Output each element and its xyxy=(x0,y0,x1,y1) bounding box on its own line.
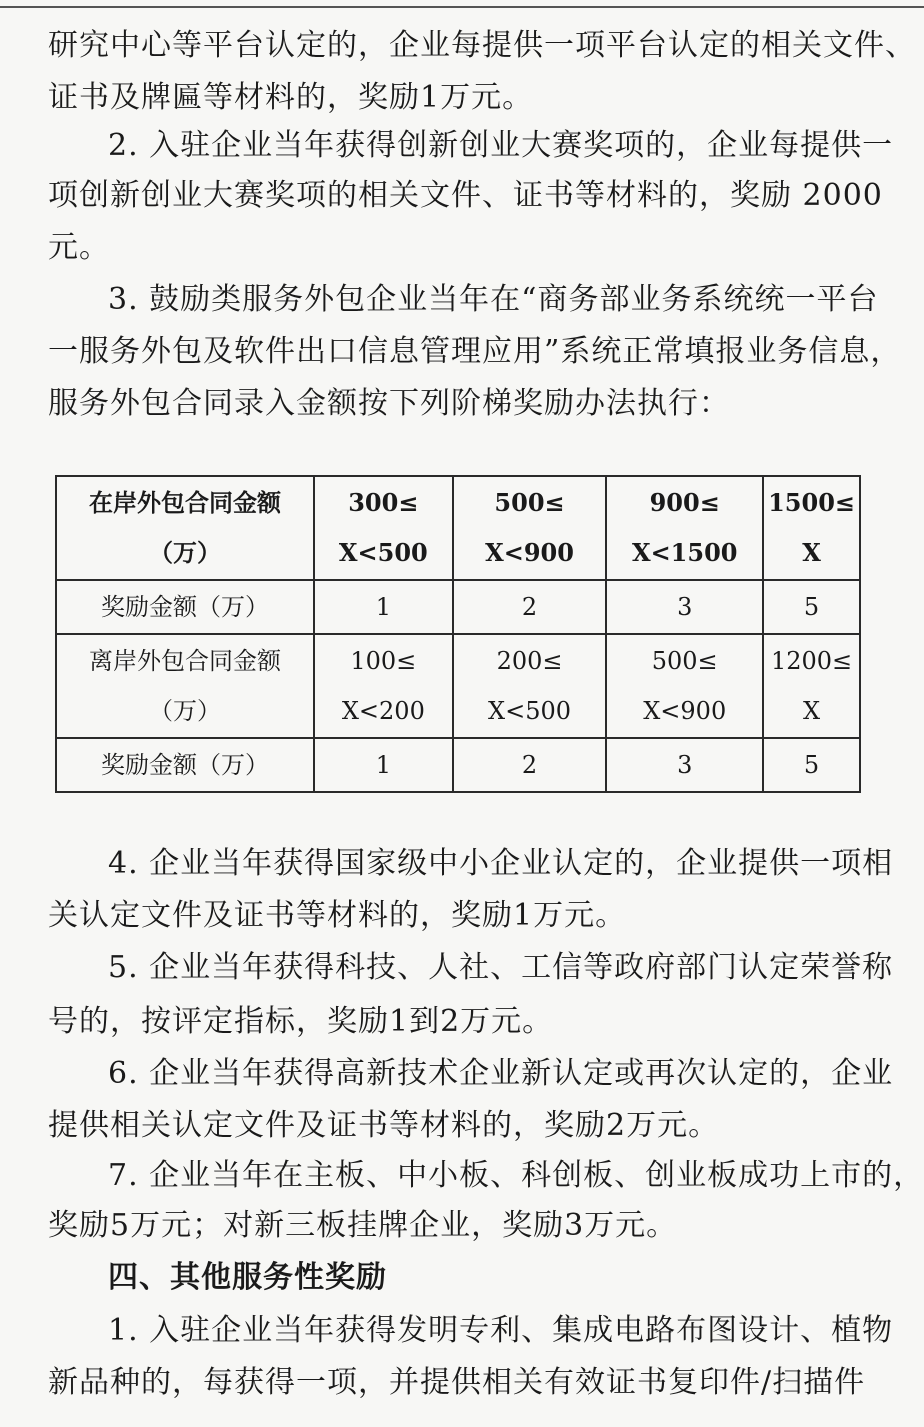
section-heading: 四、其他服务性奖励 xyxy=(108,1260,387,1295)
range-cell: 1200≤ X xyxy=(763,634,860,738)
paragraph-line: 1. 入驻企业当年获得发明专利、集成电路布图设计、植物 xyxy=(108,1313,894,1348)
range-cell: 300≤ X<500 xyxy=(314,476,453,580)
paragraph-line: 3. 鼓励类服务外包企业当年在“商务部业务系统统一平台 xyxy=(108,282,879,317)
table-row xyxy=(56,634,860,738)
reward-cell: 3 xyxy=(606,738,763,792)
reward-cell: 2 xyxy=(453,738,607,792)
paragraph-line: 关认定文件及证书等材料的，奖励1万元。 xyxy=(48,898,627,933)
paragraph-line: 5. 企业当年获得科技、人社、工信等政府部门认定荣誉称 xyxy=(108,950,894,985)
range-cell: 500≤ X<900 xyxy=(606,634,763,738)
offshore-header-cell: 离岸外包合同金额（万） xyxy=(56,634,314,738)
range-cell: 500≤ X<900 xyxy=(453,476,607,580)
reward-label-cell: 奖励金额（万） xyxy=(56,738,314,792)
paragraph-line: 证书及牌匾等材料的，奖励1万元。 xyxy=(48,80,534,115)
paragraph-line: 项创新创业大赛奖项的相关文件、证书等材料的，奖励 2000 xyxy=(48,178,883,213)
paragraph-line: 提供相关认定文件及证书等材料的，奖励2万元。 xyxy=(48,1108,720,1143)
paragraph-line: 研究中心等平台认定的，企业每提供一项平台认定的相关文件、 xyxy=(48,28,916,63)
paragraph-line: 元。 xyxy=(48,230,110,265)
reward-cell: 1 xyxy=(314,738,453,792)
paragraph-line: 7. 企业当年在主板、中小板、科创板、创业板成功上市的， xyxy=(108,1158,924,1193)
top-rule xyxy=(0,6,924,8)
range-cell: 100≤ X<200 xyxy=(314,634,453,738)
paragraph-line: 2. 入驻企业当年获得创新创业大赛奖项的，企业每提供一 xyxy=(108,128,894,163)
reward-cell: 1 xyxy=(314,580,453,634)
reward-cell: 5 xyxy=(763,580,860,634)
reward-table xyxy=(55,475,861,793)
paragraph-line: 6. 企业当年获得高新技术企业新认定或再次认定的，企业 xyxy=(108,1056,894,1091)
table-row xyxy=(56,738,860,792)
table-row xyxy=(56,580,860,634)
table-row xyxy=(56,476,860,580)
reward-cell: 5 xyxy=(763,738,860,792)
paragraph-line: 4. 企业当年获得国家级中小企业认定的，企业提供一项相 xyxy=(108,846,894,881)
paragraph-line: 一服务外包及软件出口信息管理应用”系统正常填报业务信息， xyxy=(48,334,902,369)
reward-label-cell: 奖励金额（万） xyxy=(56,580,314,634)
range-cell: 1500≤ X xyxy=(763,476,860,580)
paragraph-line: 服务外包合同录入金额按下列阶梯奖励办法执行： xyxy=(48,386,730,421)
paragraph-line: 奖励5万元；对新三板挂牌企业，奖励3万元。 xyxy=(48,1208,678,1243)
reward-cell: 2 xyxy=(453,580,607,634)
range-cell: 900≤ X<1500 xyxy=(606,476,763,580)
onshore-header-cell: 在岸外包合同金额（万） xyxy=(56,476,314,580)
reward-cell: 3 xyxy=(606,580,763,634)
range-cell: 200≤ X<500 xyxy=(453,634,607,738)
paragraph-line: 新品种的，每获得一项，并提供相关有效证书复印件/扫描件 xyxy=(48,1365,866,1400)
paragraph-line: 号的，按评定指标，奖励1到2万元。 xyxy=(48,1004,554,1039)
